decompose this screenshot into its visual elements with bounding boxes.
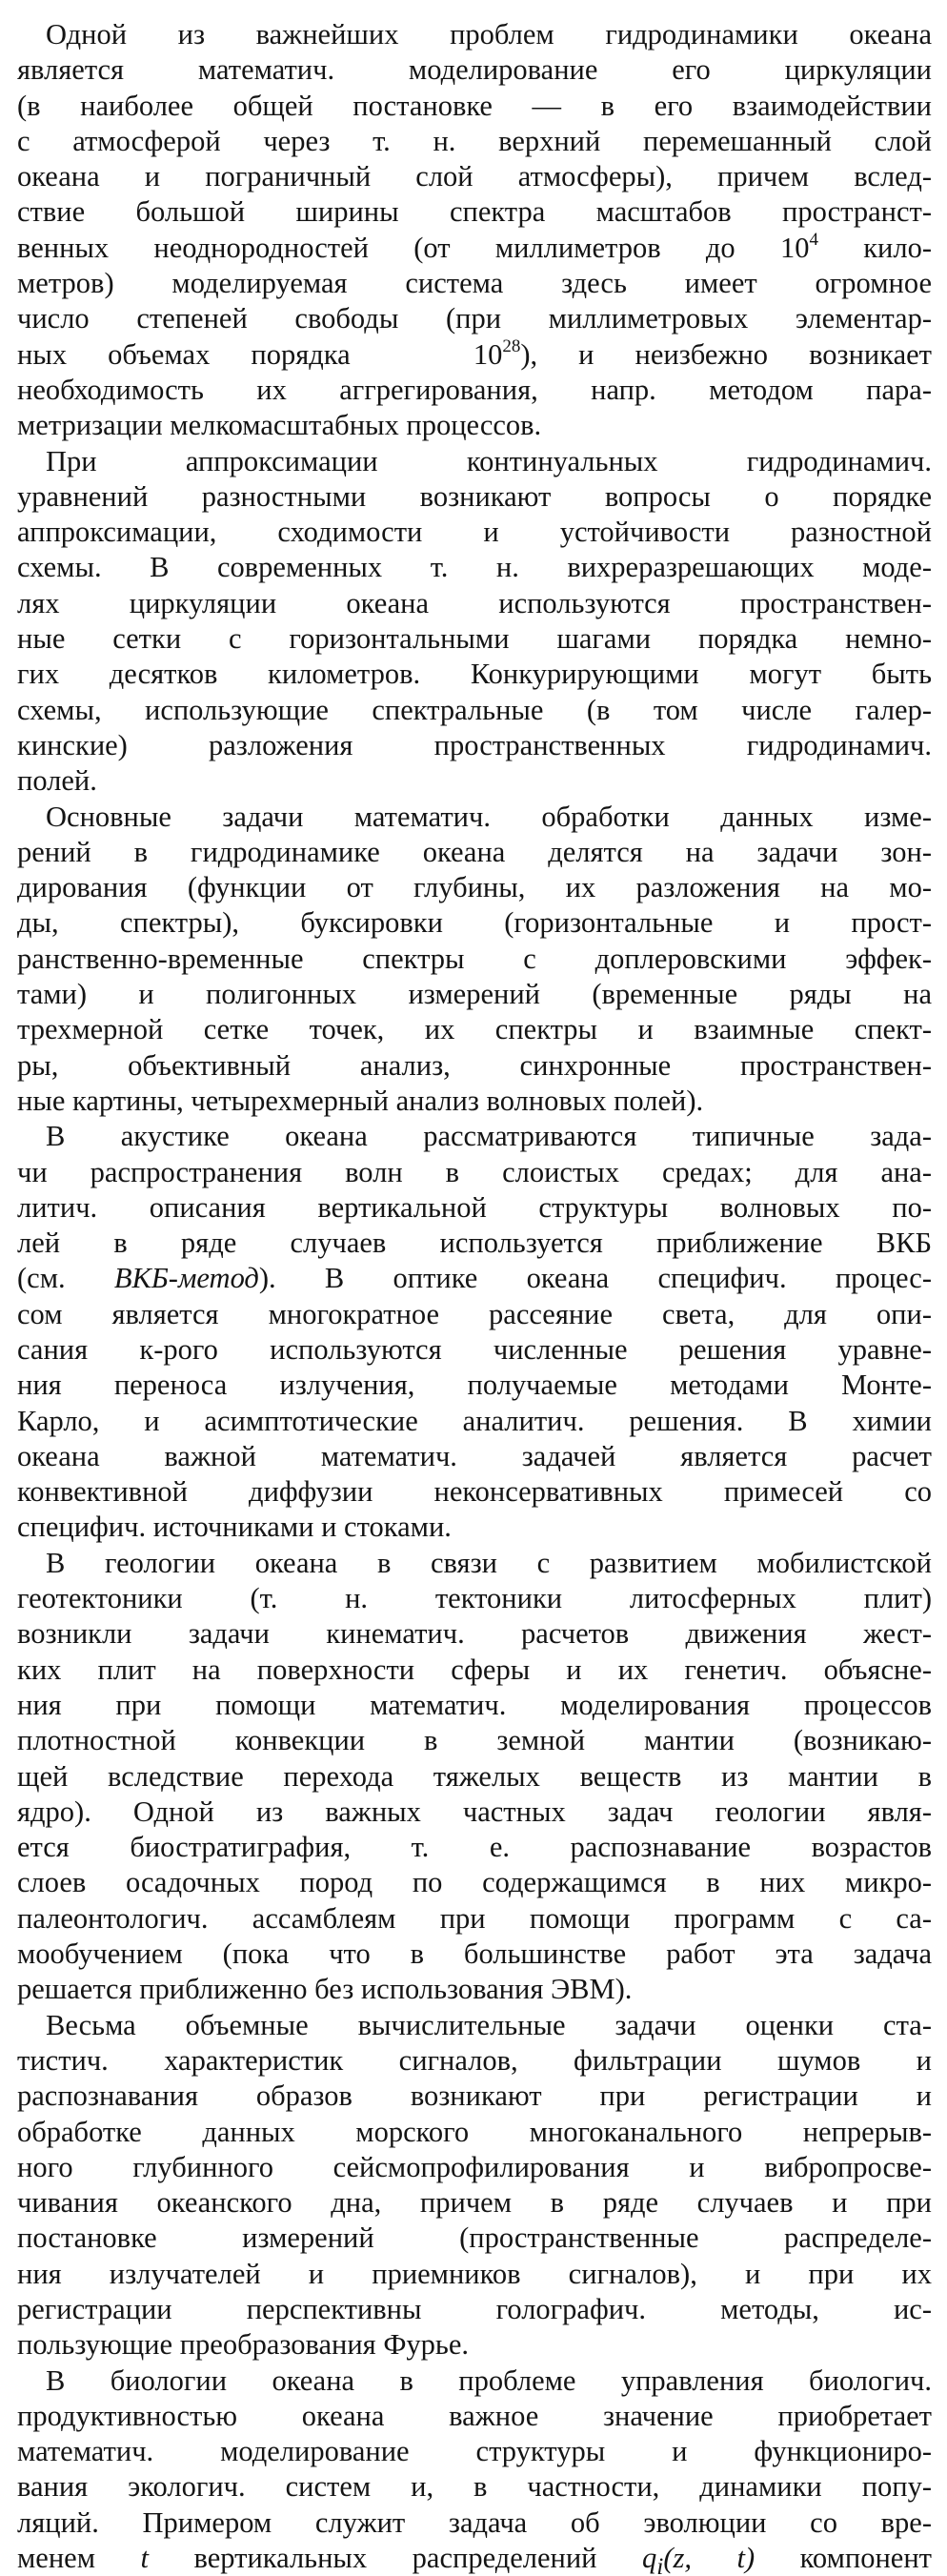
- text-line: ния при помощи математич. моделирования процессов: [17, 1688, 932, 1721]
- text-line: продуктивностью океана важное значение приобретает: [17, 2399, 932, 2432]
- text-line: палеонтологич. ассамблеям при помощи программ с са-: [17, 1901, 932, 1935]
- text-line: конвективной диффузии неконсервативных примесей со: [17, 1475, 932, 1509]
- variable: t: [140, 2542, 150, 2575]
- text-line: [17, 337, 932, 373]
- cross-reference: ВКБ-метод: [113, 1262, 259, 1295]
- text-line: тами) и полигонных измерений (временные ряды на: [17, 978, 932, 1011]
- paragraph-4: [0, 1119, 947, 1546]
- text-line: В геологии океана в связи с развитием мобилистской: [46, 1546, 932, 1579]
- text-line: В биологии океана в проблеме управления биологич.: [46, 2363, 932, 2397]
- text-line: решается приближенно без использования ЭВМ).: [17, 1973, 633, 2006]
- text-line: лях циркуляции океана используются пространствен-: [17, 586, 932, 619]
- text-line: схемы. В современных т. н. вихреразрешающих моде-: [17, 551, 932, 584]
- text-line: гих десятков километров. Конкурирующими могут быть: [17, 658, 932, 691]
- paragraph-1: [0, 17, 947, 444]
- paragraph-5: [0, 1546, 947, 2008]
- text-line: ды, спектры), буксировки (горизонтальные и прост-: [17, 906, 932, 940]
- text-line: Основные задачи математич. обработки данных изме-: [46, 800, 932, 833]
- text-line: ется биостратиграфия, т. е. распознавание возрастов: [17, 1831, 932, 1864]
- text-line: слоев осадочных пород по содержащимся в них микро-: [17, 1866, 932, 1899]
- text-line: полей.: [17, 764, 97, 798]
- paragraph-2: [0, 444, 947, 800]
- text-run: кило-: [817, 231, 932, 264]
- text-line: (в наиболее общей постановке — в его взаимодействии: [17, 89, 932, 122]
- exponent: 28: [502, 336, 521, 356]
- text-run: менем: [17, 2542, 141, 2575]
- text-line: Весьма объемные вычислительные задачи оценки ста-: [46, 2008, 932, 2041]
- text-line: ры, объективный анализ, синхронные пространствен-: [17, 1048, 932, 1082]
- subscript: [656, 2553, 663, 2576]
- text-line: Карло, и асимптотические аналитич. решения. В химии: [17, 1404, 932, 1437]
- text-line: сания к-рого используются численные решения уравне-: [17, 1332, 932, 1366]
- text-line: постановке измерений (пространственные распределе-: [17, 2221, 932, 2255]
- text-line: специфич. источниками и стоками.: [17, 1511, 452, 1544]
- text-line: океана важной математич. задачей является расчет: [17, 1439, 932, 1472]
- text-line: пользующие преобразования Фурье.: [17, 2328, 470, 2362]
- text-line: метров) моделируемая система здесь имеет огромное: [17, 267, 932, 300]
- text-line: [17, 231, 932, 266]
- text-line: необходимость их аггрегирования, напр. методом пара-: [17, 373, 932, 406]
- text-line: ные сетки с горизонтальными шагами порядка немно-: [17, 622, 932, 656]
- text-line: мообучением (пока что в большинстве работ эта задача: [17, 1937, 932, 1971]
- text-line: дирования (функции от глубины, их разложения на мо-: [17, 871, 932, 904]
- document-page: [0, 17, 947, 2576]
- text-line: геотектоники (т. н. тектоники литосферных плит): [17, 1582, 932, 1615]
- text-line: тистич. характеристик сигналов, фильтрации шумов и: [17, 2043, 932, 2077]
- text-line: обработке данных морского многоканального непрерыв-: [17, 2115, 932, 2148]
- text-run: ных объемах порядка: [17, 337, 351, 371]
- text-run: венных неоднородностей (от миллиметров до 10: [17, 231, 810, 264]
- text-line: [17, 1261, 932, 1296]
- text-line: распознавания образов возникают при регистрации и: [17, 2079, 932, 2113]
- text-line: сом является многократное рассеяние света, для опи-: [17, 1297, 932, 1330]
- text-line: ного глубинного сейсмопрофилирования и вибропросве-: [17, 2150, 932, 2183]
- paragraph-6: [0, 2008, 947, 2363]
- text-line: литич. описания вертикальной структуры волновых по-: [17, 1190, 932, 1224]
- text-line: с атмосферой через т. н. верхний перемешанный слой: [17, 124, 932, 157]
- text-line: чивания океанского дна, причем в ряде случаев и при: [17, 2186, 932, 2220]
- text-line: метризации мелкомасштабных процессов.: [17, 409, 542, 442]
- text-line: схемы, использующие спектральные (в том числе галер-: [17, 693, 932, 726]
- text-line: ствие большой ширины спектра масштабов пространст-: [17, 195, 932, 229]
- text-line: чи распространения волн в слоистых средах; для ана-: [17, 1155, 932, 1188]
- text-line: кинские) разложения пространственных гидродинамич.: [17, 728, 932, 761]
- formula-args: (z, t): [663, 2542, 756, 2575]
- text-line: аппроксимации, сходимости и устойчивости разностной: [17, 516, 932, 549]
- text-line: Одной из важнейших проблем гидродинамики океана: [46, 18, 932, 51]
- text-line: вания экологич. систем и, в частности, динамики попу-: [17, 2470, 932, 2504]
- text-line: ния переноса излучения, получаемые методами Монте-: [17, 1369, 932, 1402]
- text-line: математич. моделирование структуры и функциониро-: [17, 2435, 932, 2468]
- text-line: ния излучателей и приемников сигналов), и при их: [17, 2257, 932, 2290]
- variable: q: [642, 2542, 657, 2575]
- paragraph-3: [0, 800, 947, 1120]
- variable: i: [656, 2553, 664, 2576]
- number: 10: [473, 337, 503, 371]
- text-run: вертикальных распределений: [149, 2542, 643, 2575]
- text-line: плотностной конвекции в земной мантии (возникаю-: [17, 1724, 932, 1757]
- text-line: ядро). Одной из важных частных задач геологии явля-: [17, 1795, 932, 1828]
- text-line: уравнений разностными возникают вопросы о порядке: [17, 479, 932, 513]
- text-run: компонент: [755, 2542, 932, 2575]
- text-line: щей вследствие перехода тяжелых веществ из мантии в: [17, 1759, 932, 1793]
- text-line: При аппроксимации континуальных гидродинамич.: [46, 444, 932, 477]
- text-line: рений в гидродинамике океана делятся на задачи зон-: [17, 835, 932, 868]
- exponent: 4: [809, 230, 818, 250]
- text-line: является математич. моделирование его циркуляции: [17, 53, 932, 87]
- text-line: ранственно-временные спектры с доплеровскими эффек-: [17, 942, 932, 975]
- text-line: ляций. Примером служит задача об эволюции со вре-: [17, 2505, 932, 2539]
- text-line: возникли задачи кинематич. расчетов движения жест-: [17, 1617, 932, 1651]
- text-line: океана и пограничный слой атмосферы), причем вслед-: [17, 160, 932, 193]
- text-line: число степеней свободы (при миллиметровых элементар-: [17, 302, 932, 335]
- text-line: В акустике океана рассматриваются типичные зада-: [46, 1120, 932, 1153]
- text-line: регистрации перспективны голографич. методы, ис-: [17, 2293, 932, 2325]
- paragraph-7: [0, 2363, 947, 2576]
- text-line: трехмерной сетке точек, их спектры и взаимные спект-: [17, 1013, 932, 1046]
- text-run: ), и неизбежно возникает: [520, 337, 932, 371]
- text-line: ные картины, четырехмерный анализ волновых полей).: [17, 1084, 704, 1117]
- text-line: ких плит на поверхности сферы и их генетич. объясне-: [17, 1653, 932, 1686]
- text-run: (см.: [17, 1262, 114, 1295]
- text-run: ). В оптике океана специфич. процес-: [258, 1262, 932, 1295]
- text-line: [17, 2541, 932, 2576]
- text-line: лей в ряде случаев используется приближение ВКБ: [17, 1227, 932, 1260]
